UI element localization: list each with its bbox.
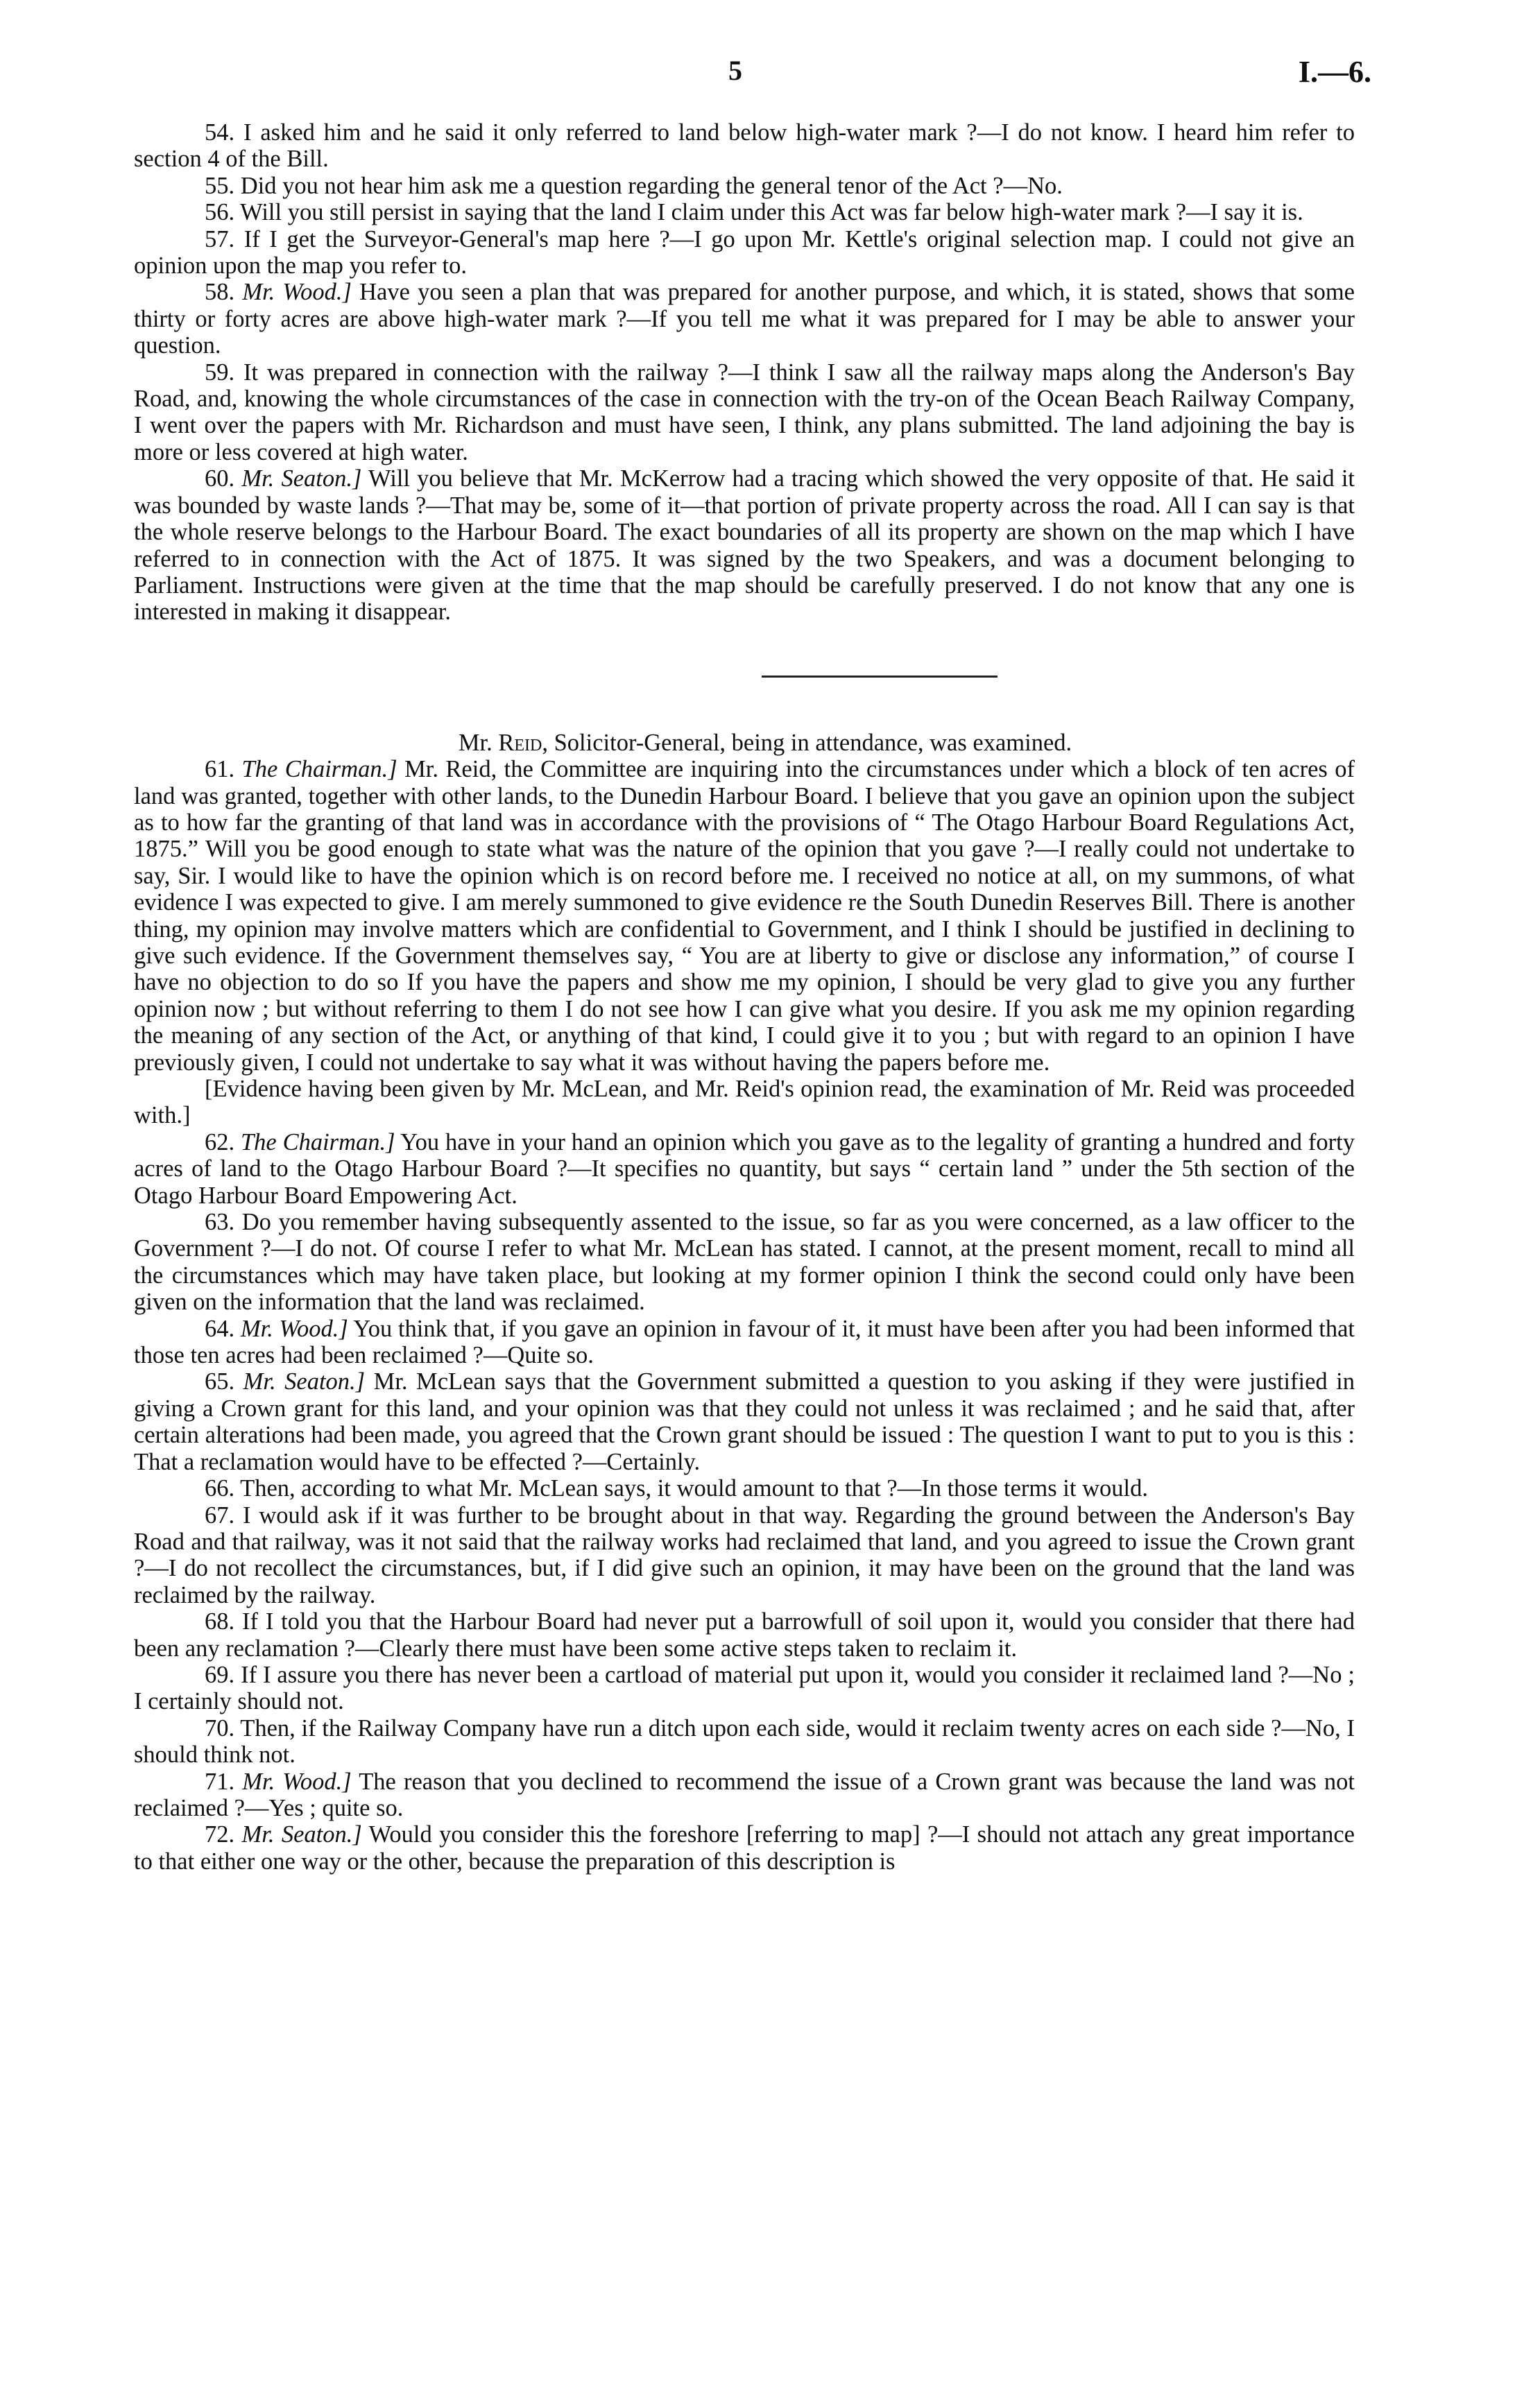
question-paragraph <box>134 226 1355 280</box>
question-text: The reason that you declined to recommend the issue of a Crown grant was because the land was not reclaimed ?—Yes ; quite so. <box>134 1768 1355 1821</box>
question-paragraph <box>134 359 1355 466</box>
question-paragraph <box>134 1209 1355 1316</box>
speaker-label: Mr. Seaton.] <box>241 465 362 492</box>
question-number: 67. <box>205 1502 235 1529</box>
question-text: Will you still persist in saying that the land I claim under this Act was far below high-water mark ?—I say it is. <box>240 199 1303 226</box>
section-divider-wrap <box>134 626 1355 730</box>
question-text: If I told you that the Harbour Board had never put a barrowfull of soil upon it, would you consider that there had been any reclamation ?—Clearly there must have been some active steps taken to reclaim it. <box>134 1608 1355 1662</box>
question-text: It was prepared in connection with the railway ?—I think I saw all the railway maps along the Anderson's Bay Road, and, knowing the whole circumstances of the case in connection with the try-on of the Ocean Beach Railway Company, I went over the papers with Mr. Richardson and must have seen, I think, any plans submitted. The land adjoining the bay is more or less covered at high water. <box>134 359 1355 465</box>
speaker-label: Mr. Wood.] <box>240 1315 348 1342</box>
page-number: 5 <box>728 55 742 86</box>
question-paragraph <box>134 1316 1355 1369</box>
witness-prefix: Mr. <box>458 729 499 756</box>
question-paragraph <box>134 199 1355 225</box>
document-reference: I.—6. <box>1298 55 1371 89</box>
question-number: 57. <box>205 225 235 252</box>
question-text: I would ask if it was further to be brought about in that way. Regarding the ground between the Anderson's Bay Road and that railway, was it not said that the railway works had reclaimed that land, and you agreed to issue the Crown grant ?—I do not recollect the circumstances, but, if I did give such an opinion, it may have been on the ground that the land was reclaimed by the railway. <box>134 1502 1355 1608</box>
section-divider <box>762 676 998 678</box>
question-number: 69. <box>205 1661 235 1688</box>
question-number: 64. <box>205 1315 235 1342</box>
question-text: Do you remember having subsequently assented to the issue, so far as you were concerned, as a law officer to the Government ?—I do not. Of course I refer to what Mr. McLean has stated. I cannot, at the present moment, recall to mind all the circumstances which may have taken place, but looking at my former opinion I think the second could only have been given on the information that the land was reclaimed. <box>134 1209 1355 1316</box>
question-paragraph <box>134 1368 1355 1475</box>
question-text: Will you believe that Mr. McKerrow had a tracing which showed the very opposite of that. He said it was bounded by waste lands ?—That may be, some of it—that portion of private property across the road. All I can say is that the whole reserve belongs to the Harbour Board. The exact boundaries of all its property are shown on the map which I have referred to in connection with the Act of 1875. It was signed by the two Speakers, and was a document belonging to Parliament. Instructions were given at the time that the map should be carefully preserved. I do not know that any one is interested in making it disappear. <box>134 465 1355 626</box>
question-paragraph <box>134 279 1355 359</box>
question-number: 58. <box>205 279 235 306</box>
question-number: 72. <box>205 1821 235 1848</box>
question-paragraph <box>134 173 1355 199</box>
question-number: 62. <box>205 1128 235 1155</box>
question-text: Then, if the Railway Company have run a ditch upon each side, would it reclaim twenty acres on each side ?—No, I should think not. <box>134 1714 1355 1769</box>
question-paragraph <box>134 1129 1355 1209</box>
question-text: I asked him and he said it only referred to land below high-water mark ?—I do not know. I heard him refer to section 4 of the Bill. <box>134 119 1355 173</box>
question-paragraph <box>134 1608 1355 1662</box>
question-text: Mr. Reid, the Committee are inquiring into the circumstances under which a block of ten acres of land was granted, together with other lands, to the Dunedin Harbour Board. I believe that you gave an opinion upon the subject as to how far the granting of that land was in accordance with the provisions of “ The Otago Harbour Board Regulations Act, 1875.” Will you be good enough to state what was the nature of the opinion that you gave ?—I really could not undertake to say, Sir. I would like to have the opinion which is on record before me. I received no notice at all, on my summons, of what evidence I was expected to give. I am merely summoned to give evidence re the South Dunedin Reserves Bill. There is another thing, my opinion may involve matters which are confidential to Government, and I think I should be justified in declining to give such evidence. If the Government themselves say, “ You are at liberty to give or disclose any information,” of course I have no objection to do so If you have the papers and show me my opinion, I should be very glad to give you any further opinion now ; but without referring to them I do not see how I can give what you desire. If you ask me my opinion regarding the meaning of any section of the Act, or anything of that kind, I could give it to you ; but with regard to an opinion I have previously given, I could not undertake to say what it was without having the papers before me. <box>134 756 1355 1076</box>
speaker-label: The Chairman.] <box>240 1128 395 1155</box>
speaker-label: Mr. Seaton.] <box>243 1368 366 1395</box>
question-number: 70. <box>205 1714 235 1742</box>
question-number: 71. <box>205 1768 235 1795</box>
question-paragraph <box>134 1715 1355 1769</box>
question-number: 60. <box>205 465 235 492</box>
question-paragraph <box>134 756 1355 1076</box>
evidence-section-1 <box>134 119 1355 626</box>
speaker-label: The Chairman.] <box>241 756 397 783</box>
question-text: If I get the Surveyor-General's map here ?—I go upon Mr. Kettle's original selection map. I could not give an opinion upon the map you refer to. <box>134 225 1355 280</box>
witness-name: Reid <box>498 729 542 756</box>
page-content <box>134 119 1355 1875</box>
evidence-section-2 <box>134 756 1355 1875</box>
question-paragraph <box>134 119 1355 173</box>
question-paragraph <box>134 1502 1355 1609</box>
question-text: Then, according to what Mr. McLean says, it would amount to that ?—In those terms it would. <box>240 1475 1148 1502</box>
question-number: 56. <box>205 199 235 226</box>
question-number: 65. <box>205 1368 235 1395</box>
question-paragraph <box>134 1769 1355 1822</box>
speaker-label: Mr. Seaton.] <box>241 1821 362 1848</box>
question-text: You have in your hand an opinion which you gave as to the legality of granting a hundred and forty acres of land to the Otago Harbour Board ?—It specifies no quantity, but says “ certain land ” under the 5th section of the Otago Harbour Board Empowering Act. <box>134 1128 1355 1209</box>
question-number: 63. <box>205 1209 235 1236</box>
question-text: You think that, if you gave an opinion in favour of it, it must have been after you had been informed that those ten acres had been reclaimed ?—Quite so. <box>134 1315 1355 1369</box>
speaker-label: Mr. Wood.] <box>242 279 352 306</box>
question-paragraph <box>134 465 1355 625</box>
question-number: 66. <box>205 1475 235 1502</box>
witness-suffix: , Solicitor-General, being in attendance, was examined. <box>542 729 1072 756</box>
witness-heading <box>134 730 1355 756</box>
question-number: 54. <box>205 119 235 146</box>
question-number: 59. <box>205 359 235 386</box>
question-number: 55. <box>205 172 235 199</box>
question-paragraph <box>134 1076 1355 1129</box>
question-number: 61. <box>205 756 235 783</box>
question-text: [Evidence having been given by Mr. McLean, and Mr. Reid's opinion read, the examination of Mr. Reid was proceeded with.] <box>134 1076 1355 1129</box>
question-paragraph <box>134 1662 1355 1715</box>
question-paragraph <box>134 1821 1355 1875</box>
question-text: Mr. McLean says that the Government submitted a question to you asking if they were justified in giving a Crown grant for this land, and your opinion was that they could not unless it was reclaimed ; and he said that, after certain alterations had been made, you agreed that the Crown grant should be issued : The question I want to put to you is this : That a reclamation would have to be effected ?—Certainly. <box>134 1368 1355 1475</box>
question-text: Did you not hear him ask me a question regarding the general tenor of the Act ?—No. <box>240 172 1063 199</box>
question-text: Have you seen a plan that was prepared for another purpose, and which, it is stated, shows that some thirty or forty acres are above high-water mark ?—If you tell me what it was prepared for I may be able to answer your question. <box>134 279 1355 359</box>
question-text: Would you consider this the foreshore [referring to map] ?—I should not attach any great importance to that either one way or the other, because the preparation of this description is <box>134 1821 1355 1875</box>
question-text: If I assure you there has never been a cartload of material put upon it, would you consider it reclaimed land ?—No ; I certainly should not. <box>134 1661 1355 1715</box>
question-number: 68. <box>205 1608 235 1635</box>
speaker-label: Mr. Wood.] <box>242 1768 352 1795</box>
question-paragraph <box>134 1475 1355 1502</box>
